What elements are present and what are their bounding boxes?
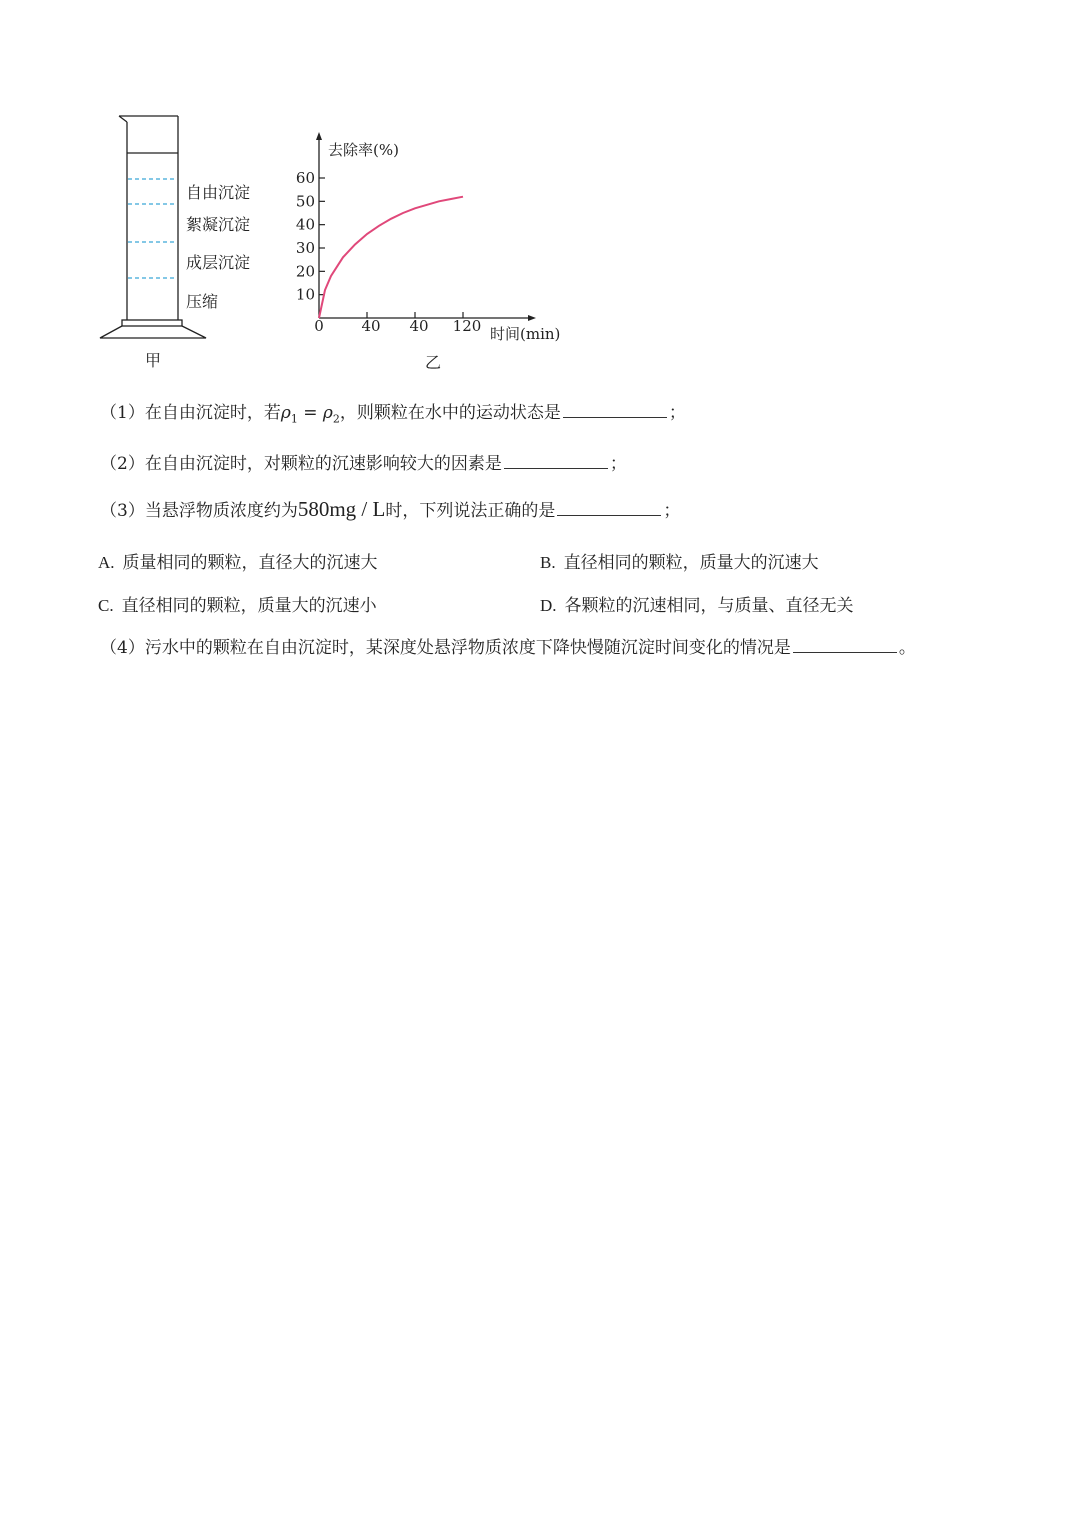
rho-symbol: ρ — [322, 403, 333, 423]
removal-rate-chart — [296, 132, 560, 343]
question-2-text: （2）在自由沉淀时，对颗粒的沉速影响较大的因素是 — [100, 454, 502, 474]
y-tick-label: 20 — [295, 262, 315, 281]
x-tick-label: 40 — [361, 317, 381, 335]
option-c-text: 直径相同的颗粒，质量大的沉速小 — [121, 596, 377, 616]
question-2 — [100, 449, 627, 474]
y-axis-arrow — [316, 132, 322, 140]
x-tick-label: 120 — [452, 317, 482, 335]
answer-blank-4[interactable] — [793, 636, 897, 653]
option-a[interactable] — [98, 548, 378, 573]
option-c-letter: C. — [98, 596, 114, 615]
option-b-text: 直径相同的颗粒，质量大的沉速大 — [563, 553, 819, 573]
figure-caption-yi: 乙 — [425, 353, 442, 372]
y-tick-label: 10 — [295, 285, 315, 304]
x-axis-label: 时间(min) — [490, 325, 561, 343]
x-axis-arrow — [528, 315, 536, 321]
question-4 — [100, 633, 916, 658]
subscript-2: 2 — [332, 412, 340, 426]
question-4-end: 。 — [898, 638, 916, 658]
option-b-letter: B. — [540, 553, 556, 572]
rho-1 — [280, 403, 298, 426]
x-tick-label: 40 — [409, 317, 429, 335]
x-tick-label: 0 — [314, 317, 324, 335]
zone-label-free-settling: 自由沉淀 — [186, 183, 251, 202]
y-tick-label: 50 — [295, 192, 315, 211]
concentration-value: 580mg / L — [297, 497, 386, 521]
answer-blank-1[interactable] — [563, 401, 667, 418]
zone-label-flocculent-settling: 絮凝沉淀 — [186, 215, 251, 234]
cylinder-base-top — [122, 320, 182, 326]
y-axis-label: 去除率(%) — [328, 141, 399, 159]
question-2-end: ； — [609, 454, 627, 474]
option-d-letter: D. — [540, 596, 557, 615]
question-3-end: ； — [663, 501, 681, 521]
zone-label-zone-settling: 成层沉淀 — [186, 253, 251, 272]
question-3 — [100, 496, 680, 522]
answer-blank-3[interactable] — [557, 499, 661, 516]
equals-sign: = — [297, 403, 323, 423]
chart-axes — [316, 132, 536, 321]
rho-2 — [322, 403, 340, 426]
subscript-1: 1 — [290, 412, 298, 426]
zone-dividers — [128, 179, 177, 278]
question-3-prefix: （3）当悬浮物质浓度约为 — [100, 501, 298, 521]
option-d-text: 各颗粒的沉速相同，与质量、直径无关 — [564, 596, 854, 616]
question-1-end: ； — [668, 403, 686, 423]
y-tick-label: 40 — [295, 215, 315, 234]
cylinder-base — [100, 326, 206, 338]
question-3-suffix: 时，下列说法正确的是 — [385, 501, 556, 521]
zone-label-compression: 压缩 — [186, 292, 219, 311]
rho-symbol: ρ — [280, 403, 291, 423]
figure — [0, 0, 1080, 400]
option-a-letter: A. — [98, 553, 115, 572]
question-1-suffix: ，则颗粒在水中的运动状态是 — [339, 403, 561, 423]
question-1-prefix: （1）在自由沉淀时，若 — [100, 403, 281, 423]
answer-blank-2[interactable] — [504, 452, 608, 469]
y-tick-label: 60 — [295, 169, 315, 187]
question-4-text: （4）污水中的颗粒在自由沉淀时，某深度处悬浮物质浓度下降快慢随沉淀时间变化的情况是 — [100, 638, 791, 658]
y-tick-label: 30 — [295, 239, 315, 257]
option-c[interactable] — [98, 591, 377, 616]
removal-rate-curve — [319, 197, 463, 318]
option-d[interactable] — [540, 591, 854, 616]
figure-caption-jia: 甲 — [145, 351, 162, 370]
cylinder-lip — [119, 116, 178, 122]
option-b[interactable] — [540, 548, 819, 573]
option-a-text: 质量相同的颗粒，直径大的沉速大 — [122, 553, 378, 573]
question-1 — [100, 398, 686, 425]
x-ticks — [314, 312, 481, 335]
y-ticks — [296, 169, 325, 304]
